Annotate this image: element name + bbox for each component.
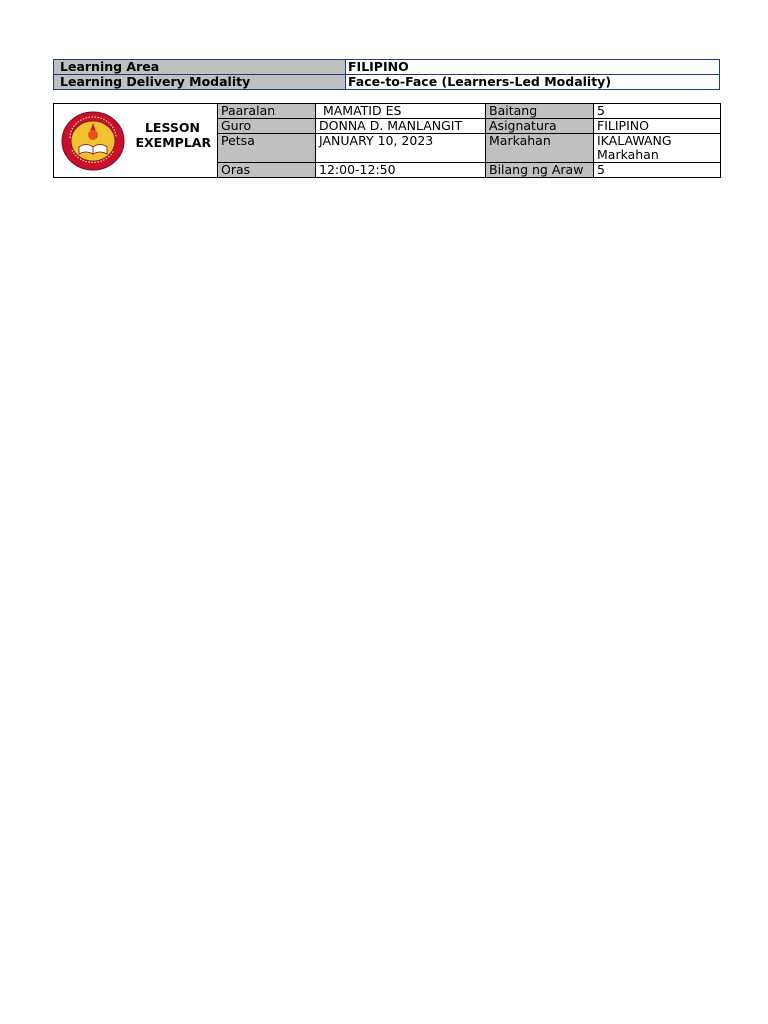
lesson-exemplar-title <box>132 104 218 178</box>
paaralan-value: MAMATID ES <box>316 104 486 119</box>
paaralan-label: Paaralan <box>218 104 316 119</box>
baitang-value: 5 <box>594 104 721 119</box>
delivery-modality-row <box>54 75 720 90</box>
guro-value: DONNA D. MANLANGIT <box>316 119 486 134</box>
lesson-exemplar-table <box>53 103 721 178</box>
markahan-label: Markahan <box>486 134 594 163</box>
oras-label: Oras <box>218 163 316 178</box>
school-seal-logo-icon <box>60 110 126 172</box>
guro-label: Guro <box>218 119 316 134</box>
baitang-label: Baitang <box>486 104 594 119</box>
bilang-ng-araw-label: Bilang ng Araw <box>486 163 594 178</box>
petsa-label: Petsa <box>218 134 316 163</box>
title-line-2: EXEMPLAR <box>135 134 212 150</box>
paaralan-row <box>54 104 721 119</box>
logo-cell <box>54 104 132 178</box>
title-line-1: LESSON <box>144 119 201 135</box>
petsa-value: JANUARY 10, 2023 <box>316 134 486 163</box>
markahan-value: IKALAWANG Markahan <box>594 134 721 163</box>
delivery-modality-value: Face-to-Face (Learners-Led Modality) <box>346 75 720 90</box>
oras-value: 12:00-12:50 <box>316 163 486 178</box>
learning-info-table <box>53 59 720 90</box>
asignatura-value: FILIPINO <box>594 119 721 134</box>
asignatura-label: Asignatura <box>486 119 594 134</box>
learning-area-row <box>54 60 720 75</box>
learning-area-label: Learning Area <box>54 60 346 75</box>
learning-area-value: FILIPINO <box>346 60 720 75</box>
delivery-modality-label: Learning Delivery Modality <box>54 75 346 90</box>
bilang-ng-araw-value: 5 <box>594 163 721 178</box>
